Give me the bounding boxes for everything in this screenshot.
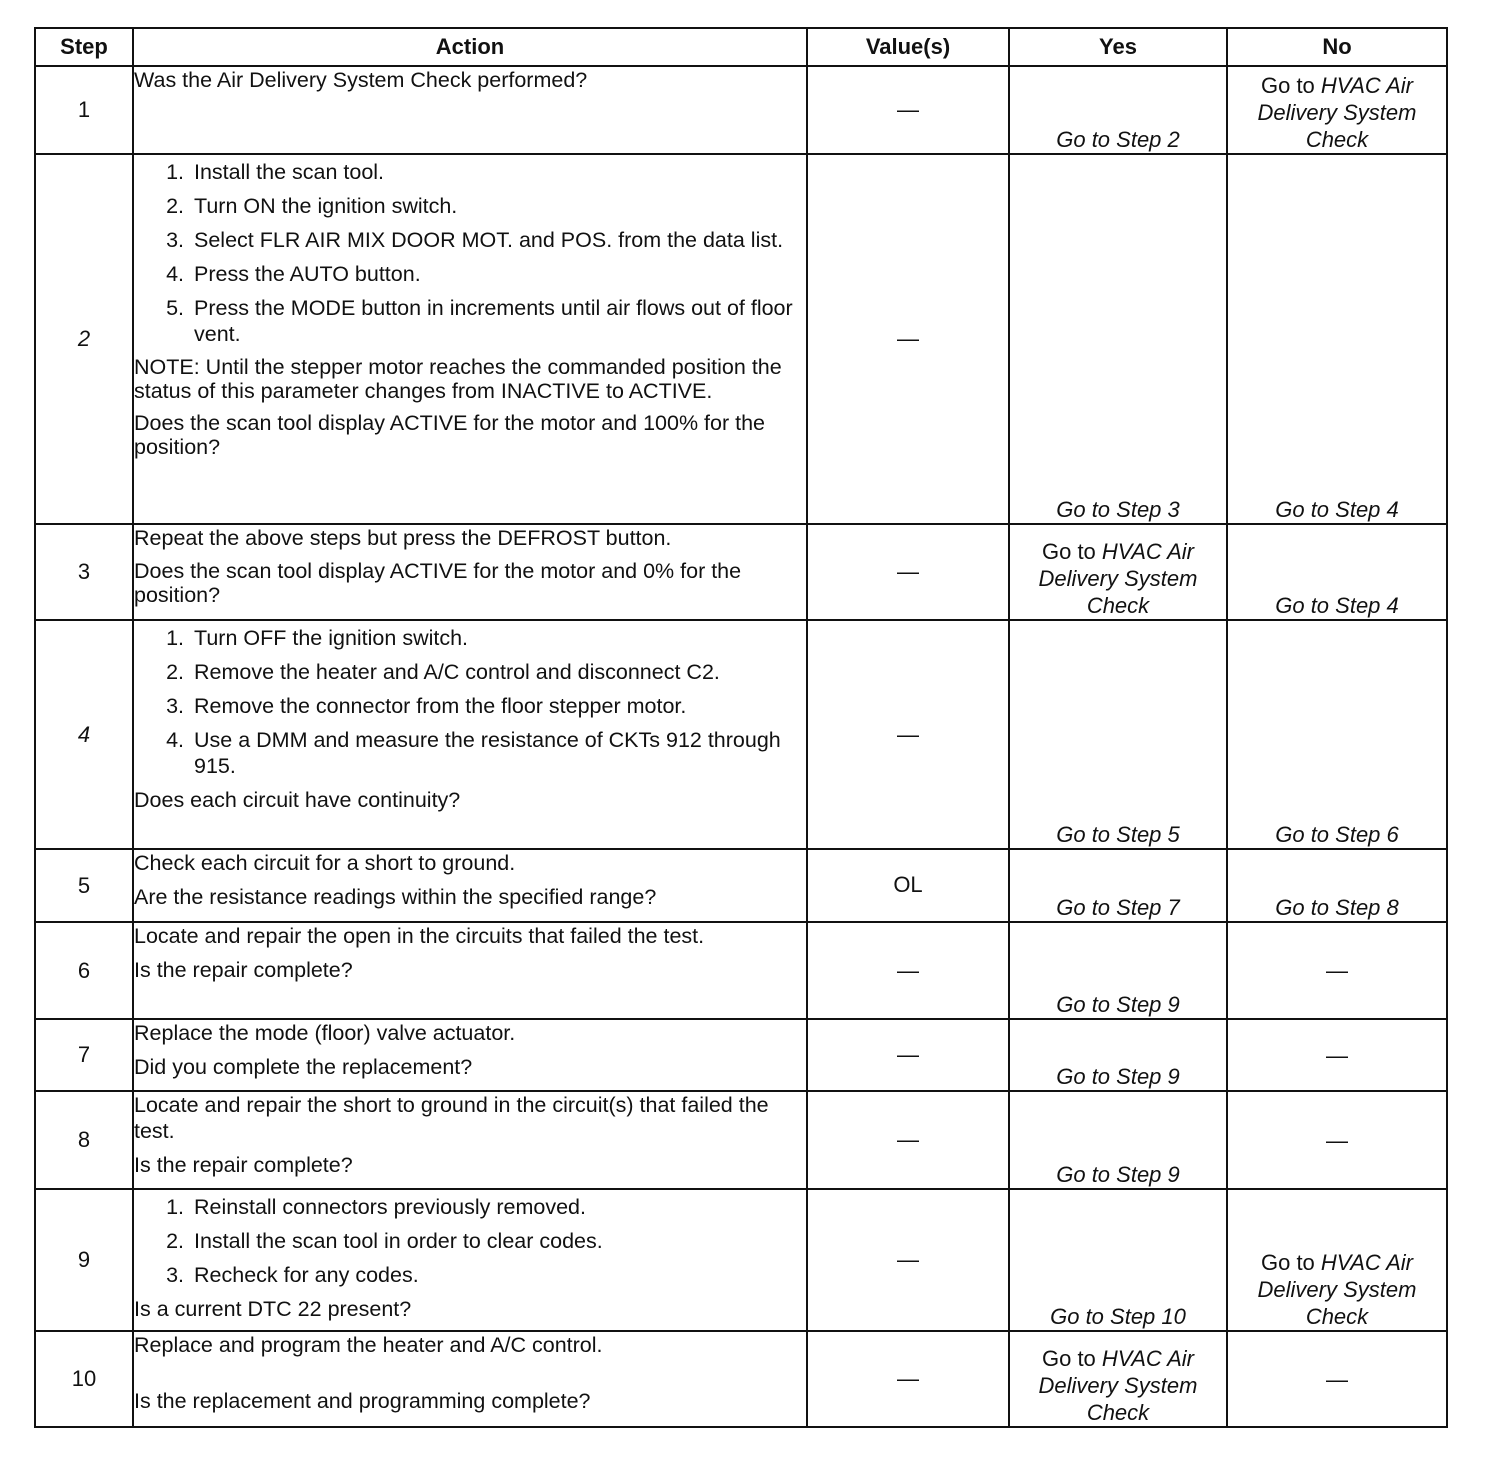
yes-cell[interactable] xyxy=(1009,66,1227,154)
no-cell[interactable] xyxy=(1227,524,1447,620)
value-cell: OL xyxy=(807,849,1009,922)
table-row xyxy=(35,1189,1447,1331)
instruction-item: 2. Remove the heater and A/C control and disconnect C2. xyxy=(190,659,806,685)
question-text: Does the scan tool display ACTIVE for the motor and 0% for the position? xyxy=(134,559,742,607)
action-cell xyxy=(133,620,807,849)
action-cell xyxy=(133,1019,807,1091)
no-cell: — xyxy=(1227,1019,1447,1091)
no-cell[interactable] xyxy=(1227,66,1447,154)
table-row xyxy=(35,524,1447,620)
instruction-item: 3. Select FLR AIR MIX DOOR MOT. and POS. from the data list. xyxy=(190,227,806,253)
table-row xyxy=(35,849,1447,922)
instruction-item: 5. Press the MODE button in increments until air flows out of floor vent. xyxy=(190,295,806,347)
instruction-item: 2. Turn ON the ignition switch. xyxy=(190,193,806,219)
yes-link[interactable]: Go to Step 5 xyxy=(1056,822,1180,847)
step-number: 10 xyxy=(35,1331,133,1427)
no-link[interactable]: HVAC Air Delivery System Check xyxy=(1257,73,1417,152)
no-prefix: Go to xyxy=(1260,73,1321,98)
question-text: Is the repair complete? xyxy=(134,1153,353,1177)
yes-cell[interactable] xyxy=(1009,154,1227,524)
header-action: Action xyxy=(133,28,807,66)
question-text: Does each circuit have continuity? xyxy=(134,788,461,812)
instruction-item: 4. Use a DMM and measure the resistance of CKTs 912 through 915. xyxy=(190,727,806,779)
action-text: Repeat the above steps but press the DEFROST button. xyxy=(134,526,672,550)
value-cell: — xyxy=(807,524,1009,620)
yes-link[interactable]: Go to Step 9 xyxy=(1056,992,1180,1017)
yes-prefix: Go to xyxy=(1041,539,1102,564)
step-number: 7 xyxy=(35,1019,133,1091)
yes-link[interactable]: Go to Step 2 xyxy=(1056,127,1180,152)
table-row xyxy=(35,1091,1447,1189)
step-number: 6 xyxy=(35,922,133,1019)
step-number: 2 xyxy=(35,154,133,524)
value-cell: — xyxy=(807,1091,1009,1189)
step-number: 8 xyxy=(35,1091,133,1189)
instruction-item: 1. Turn OFF the ignition switch. xyxy=(190,625,806,651)
no-cell: — xyxy=(1227,1091,1447,1189)
instruction-list xyxy=(134,159,806,347)
action-cell xyxy=(133,524,807,620)
value-cell: — xyxy=(807,1019,1009,1091)
instruction-item: 1. Reinstall connectors previously removed. xyxy=(190,1194,806,1220)
action-cell xyxy=(133,849,807,922)
value-cell: — xyxy=(807,66,1009,154)
value-cell: — xyxy=(807,620,1009,849)
step-number: 1 xyxy=(35,66,133,154)
no-link[interactable]: Go to Step 4 xyxy=(1275,497,1399,522)
yes-cell[interactable] xyxy=(1009,524,1227,620)
table-row xyxy=(35,1331,1447,1427)
table-row xyxy=(35,66,1447,154)
no-cell: — xyxy=(1227,1331,1447,1427)
action-cell xyxy=(133,66,807,154)
instruction-item: 3. Recheck for any codes. xyxy=(190,1262,806,1288)
yes-link[interactable]: Go to Step 10 xyxy=(1050,1304,1186,1329)
action-cell xyxy=(133,922,807,1019)
yes-prefix: Go to xyxy=(1041,1346,1102,1371)
step-number: 3 xyxy=(35,524,133,620)
header-row xyxy=(35,28,1447,66)
instruction-list xyxy=(134,1194,806,1288)
yes-cell[interactable] xyxy=(1009,1331,1227,1427)
no-cell: — xyxy=(1227,922,1447,1019)
no-link[interactable]: Go to Step 6 xyxy=(1275,822,1399,847)
yes-link[interactable]: Go to Step 3 xyxy=(1056,497,1180,522)
action-cell xyxy=(133,1331,807,1427)
header-yes: Yes xyxy=(1009,28,1227,66)
instruction-item: 1. Install the scan tool. xyxy=(190,159,806,185)
yes-link[interactable]: Go to Step 9 xyxy=(1056,1162,1180,1187)
action-text: Was the Air Delivery System Check performed? xyxy=(134,68,588,92)
instruction-list xyxy=(134,625,806,779)
question-text: Is the repair complete? xyxy=(134,958,353,982)
table-row xyxy=(35,922,1447,1019)
no-cell[interactable] xyxy=(1227,154,1447,524)
question-text: Did you complete the replacement? xyxy=(134,1055,473,1079)
action-text: Locate and repair the short to ground in the circuit(s) that failed the test. xyxy=(134,1093,769,1143)
action-cell xyxy=(133,1189,807,1331)
table-row xyxy=(35,1019,1447,1091)
table-row xyxy=(35,620,1447,849)
no-cell[interactable] xyxy=(1227,1189,1447,1331)
no-link[interactable]: HVAC Air Delivery System Check xyxy=(1257,1250,1417,1329)
action-text: Check each circuit for a short to ground. xyxy=(134,851,516,875)
step-number: 4 xyxy=(35,620,133,849)
question-text: Does the scan tool display ACTIVE for the motor and 100% for the position? xyxy=(134,411,766,459)
header-step: Step xyxy=(35,28,133,66)
action-text: Replace and program the heater and A/C control. xyxy=(134,1333,603,1357)
yes-cell[interactable] xyxy=(1009,849,1227,922)
yes-cell[interactable] xyxy=(1009,922,1227,1019)
no-link[interactable]: Go to Step 8 xyxy=(1275,895,1399,920)
value-cell: — xyxy=(807,154,1009,524)
no-cell[interactable] xyxy=(1227,849,1447,922)
no-cell[interactable] xyxy=(1227,620,1447,849)
yes-link[interactable]: Go to Step 7 xyxy=(1056,895,1180,920)
instruction-item: 3. Remove the connector from the floor stepper motor. xyxy=(190,693,806,719)
value-cell: — xyxy=(807,1189,1009,1331)
yes-cell[interactable] xyxy=(1009,1091,1227,1189)
step-number: 9 xyxy=(35,1189,133,1331)
yes-cell[interactable] xyxy=(1009,1189,1227,1331)
instruction-item: 2. Install the scan tool in order to clear codes. xyxy=(190,1228,806,1254)
instruction-item: 4. Press the AUTO button. xyxy=(190,261,806,287)
action-text: Locate and repair the open in the circuits that failed the test. xyxy=(134,924,705,948)
no-link[interactable]: Go to Step 4 xyxy=(1275,593,1399,618)
note-text: NOTE: Until the stepper motor reaches the commanded position the status of this parameter changes from INACTIVE to ACTIVE. xyxy=(134,355,782,403)
action-cell xyxy=(133,154,807,524)
question-text: Are the resistance readings within the specified range? xyxy=(134,885,657,909)
value-cell: — xyxy=(807,922,1009,1019)
diagnostic-table xyxy=(34,27,1448,1428)
no-prefix: Go to xyxy=(1260,1250,1321,1275)
yes-cell[interactable] xyxy=(1009,620,1227,849)
yes-link[interactable]: HVAC Air Delivery System Check xyxy=(1038,1346,1198,1425)
question-text: Is the replacement and programming complete? xyxy=(134,1389,591,1413)
value-cell: — xyxy=(807,1331,1009,1427)
yes-link[interactable]: Go to Step 9 xyxy=(1056,1064,1180,1089)
header-values: Value(s) xyxy=(807,28,1009,66)
action-text: Replace the mode (floor) valve actuator. xyxy=(134,1021,516,1045)
action-cell xyxy=(133,1091,807,1189)
yes-cell[interactable] xyxy=(1009,1019,1227,1091)
yes-link[interactable]: HVAC Air Delivery System Check xyxy=(1038,539,1198,618)
header-no: No xyxy=(1227,28,1447,66)
table-row xyxy=(35,154,1447,524)
step-number: 5 xyxy=(35,849,133,922)
question-text: Is a current DTC 22 present? xyxy=(134,1297,412,1321)
